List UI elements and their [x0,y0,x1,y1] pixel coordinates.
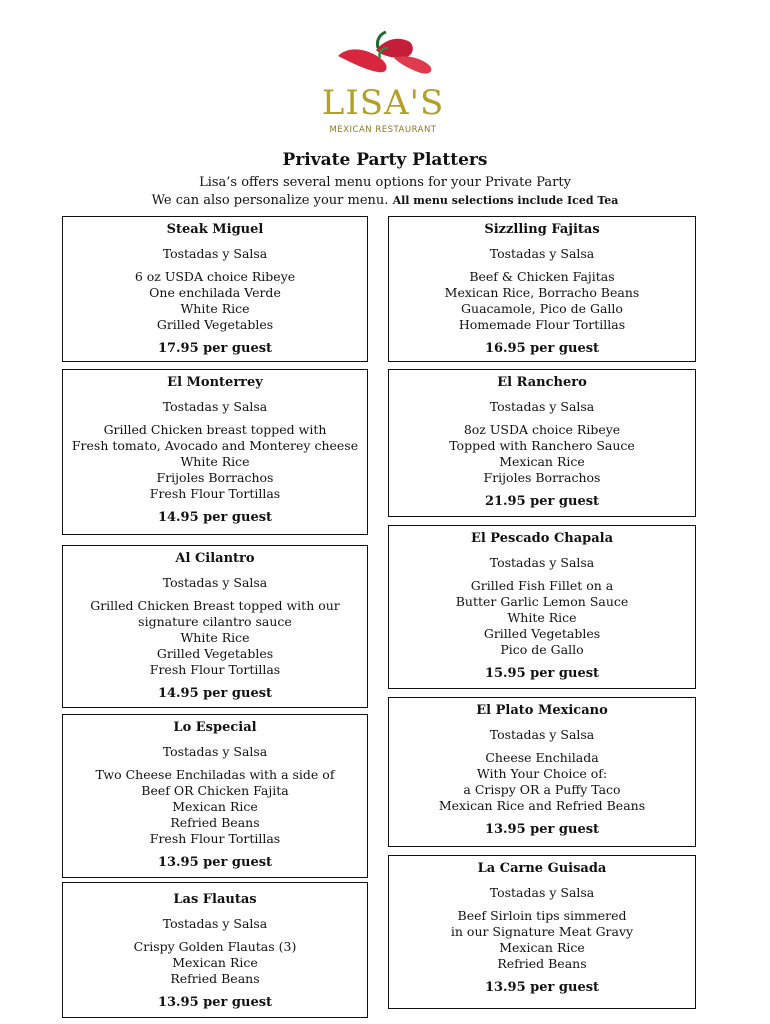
menu-card-la-carne-guisada [388,855,696,1009]
menu-line: Frijoles Borrachos [156,470,274,485]
menu-price: 21.95 per guest [484,494,600,509]
menu-card-el-pescado-chapala [388,525,696,689]
menu-item-list [63,939,367,987]
menu-item-name: El Ranchero [497,375,587,390]
iced-tea-note: All menu selections include Iced Tea [392,194,619,207]
menu-line: Fresh Flour Tortillas [149,662,281,677]
menu-starter: Tostadas y Salsa [162,399,268,414]
menu-price: 16.95 per guest [484,341,600,356]
menu-starter: Tostadas y Salsa [162,246,268,261]
menu-line: Topped with Ranchero Sauce [449,438,635,453]
menu-line: Fresh tomato, Avocado and Monterey cheese [71,438,359,453]
menu-card-el-plato-mexicano [388,697,696,847]
menu-line: Beef & Chicken Fajitas [469,269,615,284]
svg-text:MEXICAN RESTAURANT: MEXICAN RESTAURANT [329,125,437,135]
menu-card-lo-especial [62,714,368,878]
menu-price: 13.95 per guest [484,980,600,995]
menu-line: Guacamole, Pico de Gallo [461,301,623,316]
menu-line: Cheese Enchilada [485,750,599,765]
menu-price: 17.95 per guest [157,341,273,356]
svg-text:LISA'S: LISA'S [321,83,445,123]
menu-card-las-flautas [62,882,368,1018]
menu-item-name: El Pescado Chapala [470,531,614,546]
menu-starter: Tostadas y Salsa [162,744,268,759]
menu-item-list [389,422,695,486]
chili-pepper-logo-icon [318,28,448,138]
menu-item-list [389,750,695,814]
menu-starter: Tostadas y Salsa [162,916,268,931]
menu-item-name: El Plato Mexicano [476,703,608,718]
menu-line: 6 oz USDA choice Ribeye [134,269,296,284]
menu-line: Mexican Rice [172,955,258,970]
menu-item-name: La Carne Guisada [477,861,607,876]
menu-card-sizzling-fajitas [388,216,696,362]
page-title: Private Party Platters [282,150,488,170]
menu-line: Fresh Flour Tortillas [149,831,281,846]
menu-price: 13.95 per guest [484,822,600,837]
menu-line: Two Cheese Enchiladas with a side of [95,767,335,782]
menu-line: Frijoles Borrachos [483,470,601,485]
menu-card-steak-miguel [62,216,368,362]
menu-line: signature cilantro sauce [138,614,292,629]
menu-price: 14.95 per guest [157,686,273,701]
menu-item-list [389,578,695,658]
menu-line: Refried Beans [497,956,587,971]
menu-item-list [63,767,367,847]
menu-line: Grilled Vegetables [156,317,274,332]
intro-line-1: Lisa’s offers several menu options for your Private Party [199,175,571,190]
menu-item-name: El Monterrey [167,375,263,390]
menu-line: Grilled Chicken breast topped with [103,422,327,437]
menu-line: Crispy Golden Flautas (3) [133,939,297,954]
menu-card-el-ranchero [388,369,696,517]
menu-starter: Tostadas y Salsa [162,575,268,590]
menu-line: Mexican Rice [172,799,258,814]
menu-starter: Tostadas y Salsa [489,555,595,570]
menu-card-al-cilantro [62,545,368,708]
menu-item-name: Lo Especial [173,720,257,735]
menu-line: Mexican Rice and Refried Beans [438,798,646,813]
menu-line: in our Signature Meat Gravy [450,924,634,939]
intro-line-2 [0,193,770,208]
menu-starter: Tostadas y Salsa [489,246,595,261]
menu-line: White Rice [180,454,250,469]
menu-line: White Rice [180,301,250,316]
menu-starter: Tostadas y Salsa [489,399,595,414]
menu-line: Mexican Rice [499,454,585,469]
menu-card-el-monterrey [62,369,368,535]
menu-line: Mexican Rice, Borracho Beans [444,285,640,300]
menu-line: White Rice [507,610,577,625]
menu-line: Refried Beans [170,971,260,986]
menu-price: 14.95 per guest [157,510,273,525]
menu-line: a Crispy OR a Puffy Taco [463,782,621,797]
menu-item-name: Las Flautas [173,892,257,907]
menu-line: Beef Sirloin tips simmered [457,908,627,923]
intro-line-2-text: We can also personalize your menu. [151,193,389,208]
menu-item-list [389,269,695,333]
menu-starter: Tostadas y Salsa [489,727,595,742]
menu-line: Mexican Rice [499,940,585,955]
menu-line: Grilled Vegetables [156,646,274,661]
menu-item-name: Al Cilantro [175,551,255,566]
menu-line: One enchilada Verde [149,285,281,300]
menu-line: With Your Choice of: [476,766,608,781]
menu-line: Grilled Chicken Breast topped with our [90,598,340,613]
restaurant-logo [318,28,448,138]
menu-line: Refried Beans [170,815,260,830]
menu-item-list [389,908,695,972]
menu-line: Homemade Flour Tortillas [458,317,626,332]
menu-line: Fresh Flour Tortillas [149,486,281,501]
menu-item-list [63,422,367,502]
menu-line: Grilled Vegetables [483,626,601,641]
menu-price: 13.95 per guest [157,995,273,1010]
menu-item-list [63,269,367,333]
menu-item-list [63,598,367,678]
menu-line: Beef OR Chicken Fajita [141,783,289,798]
menu-price: 13.95 per guest [157,855,273,870]
menu-starter: Tostadas y Salsa [489,885,595,900]
menu-price: 15.95 per guest [484,666,600,681]
menu-line: White Rice [180,630,250,645]
menu-line: Pico de Gallo [500,642,584,657]
menu-line: 8oz USDA choice Ribeye [463,422,621,437]
menu-item-name: Sizzlling Fajitas [484,222,600,237]
menu-line: Butter Garlic Lemon Sauce [455,594,629,609]
menu-item-name: Steak Miguel [166,222,264,237]
menu-line: Grilled Fish Fillet on a [470,578,614,593]
